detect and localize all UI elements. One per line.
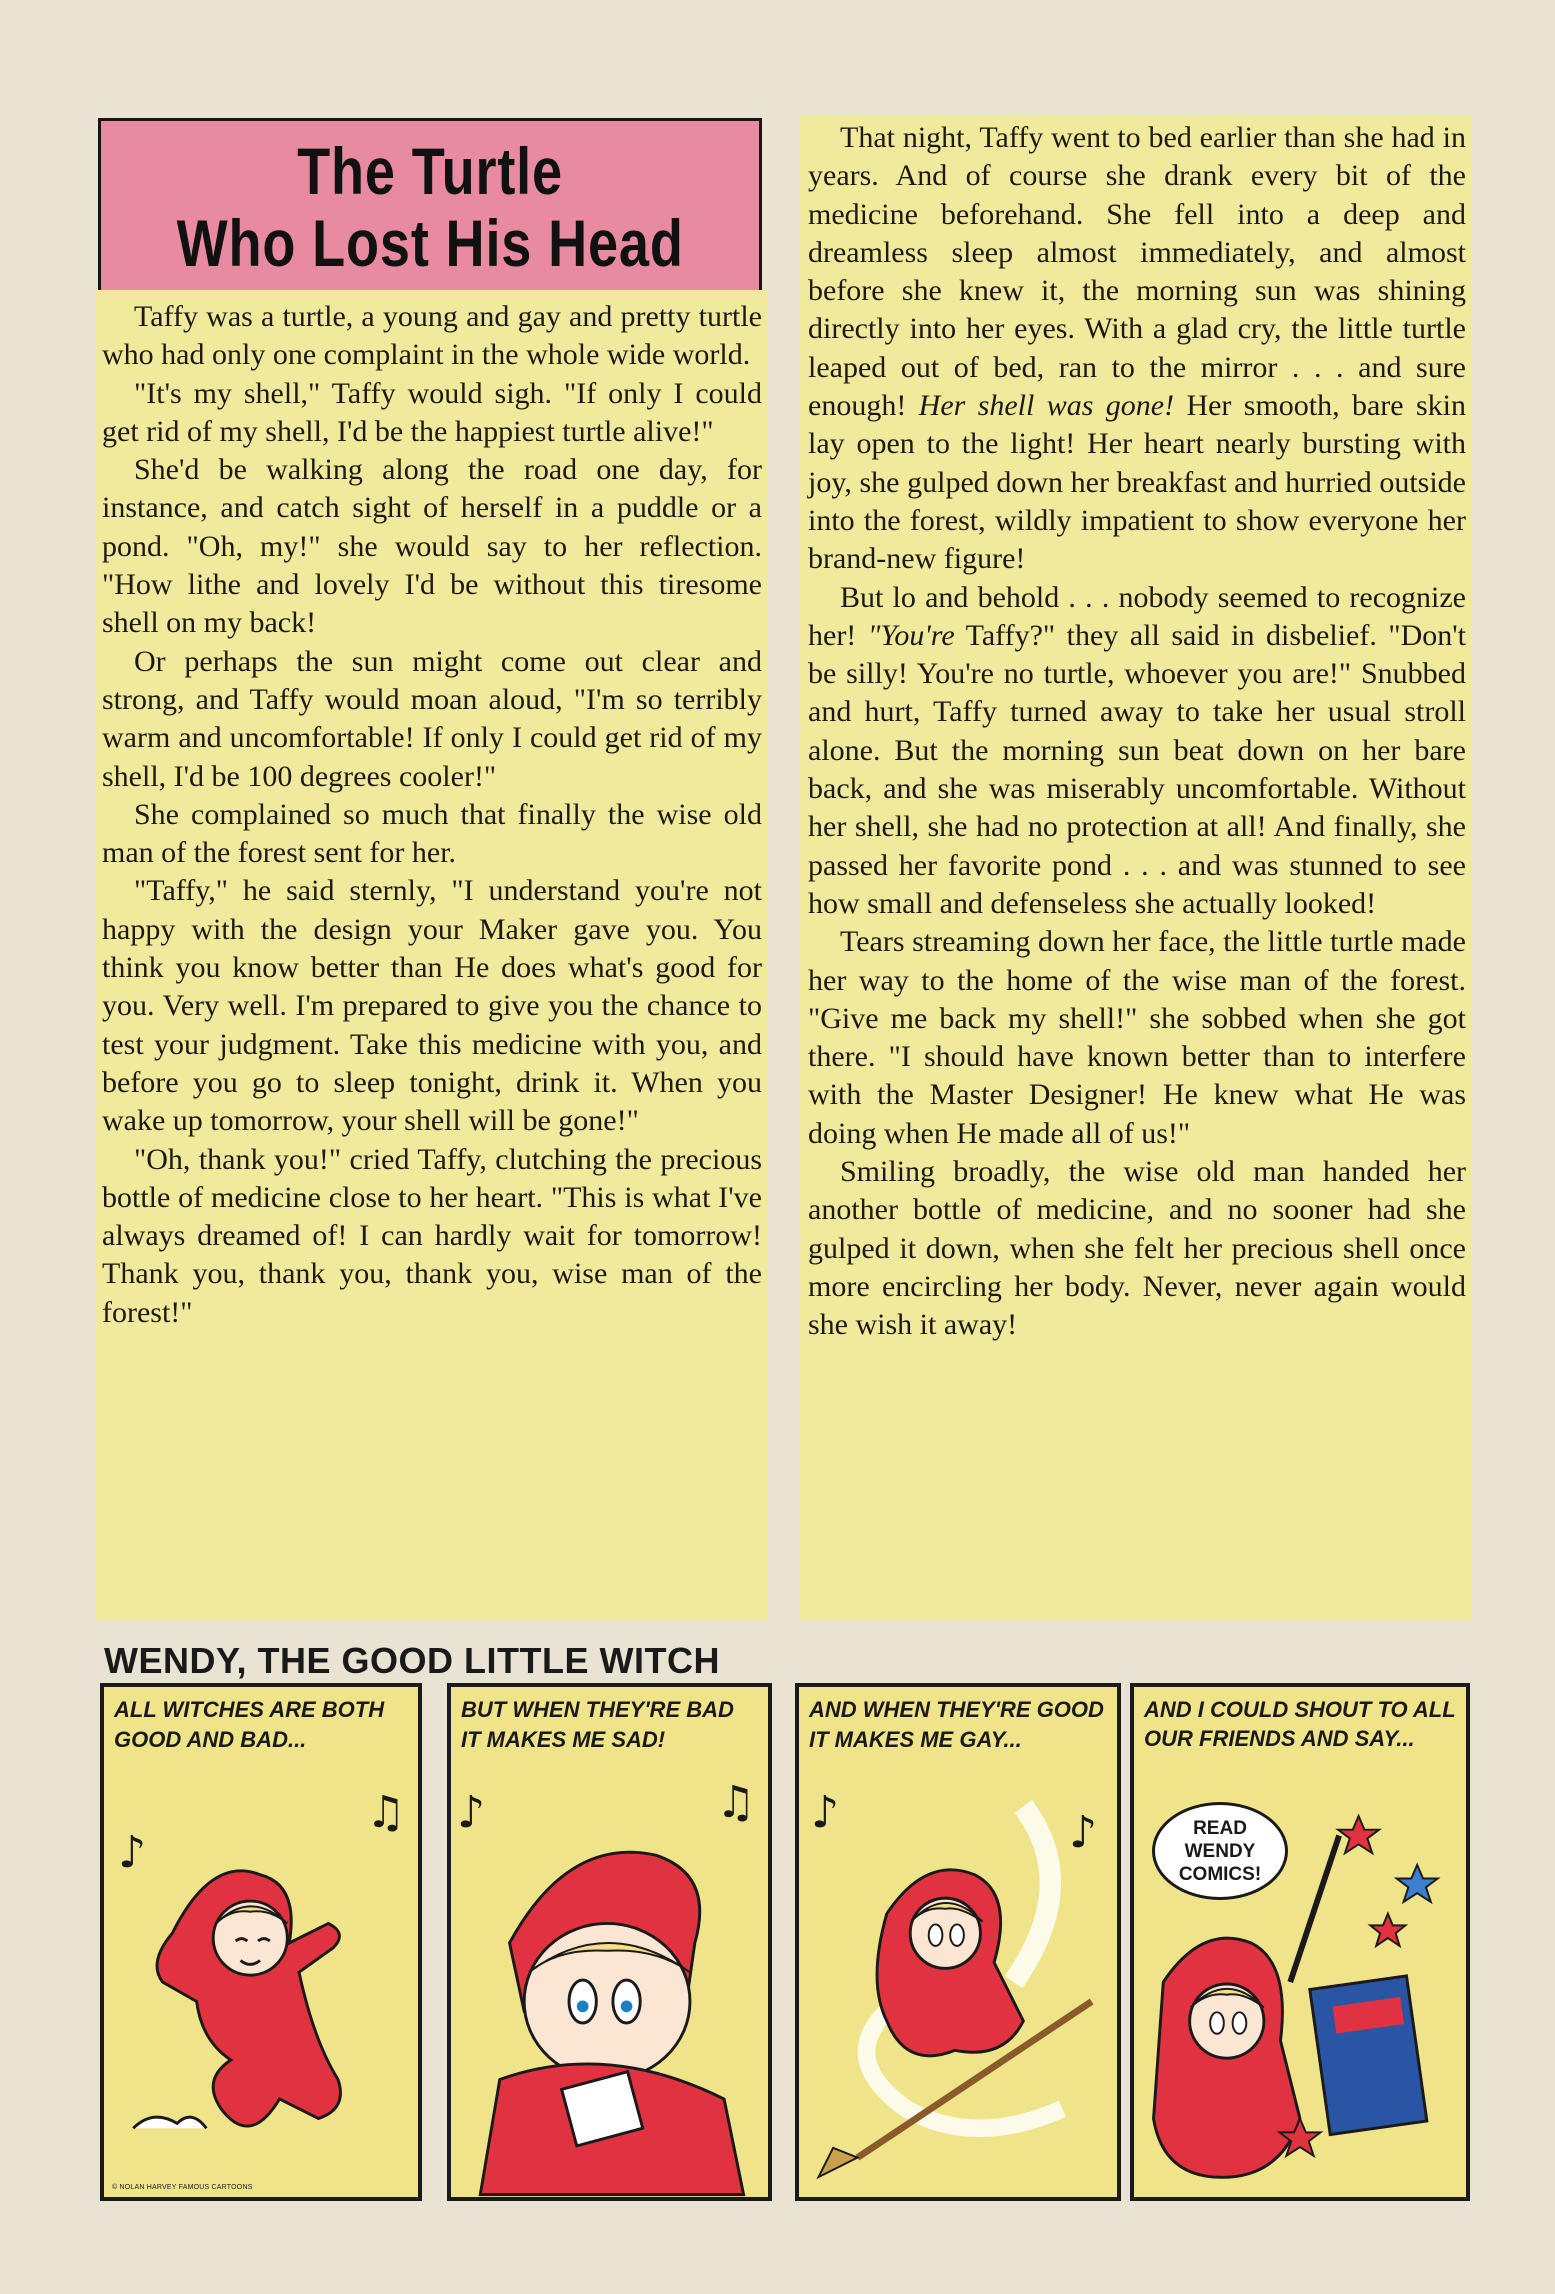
story-paragraph: "Oh, thank you!" cried Taffy, clutching the precious bottle of medicine close to her heart. "This is what I've always dreamed of! I can hardly wait for tomorrow! Thank you, thank you, thank you, wise man of the forest!" [102, 1142, 762, 1329]
story-title-line-2: Who Lost His Head [176, 206, 684, 280]
story-paragraph: She complained so much that finally the wise old man of the forest sent for her. [102, 797, 762, 870]
music-note-icon: ♪ [457, 1787, 486, 1838]
panel-3-caption: AND WHEN THEY'RE GOOD IT MAKES ME GAY... [809, 1697, 1104, 1752]
story-paragraph [808, 579, 1466, 924]
comic-panel-1 [100, 1683, 422, 2201]
music-note-icon: ♪ [1069, 1807, 1098, 1858]
comic-panel-4 [1130, 1683, 1470, 2201]
story-text: Taffy?" they all said in disbelief. "Don't be silly! You're no turtle, whoever you are!" Snubbed and hurt, Taffy turned away to take her usual stroll alone. But the morning sun beat down on her bare back, and she was miserably uncomfortable. Without her shell, she had no protection at all! And finally, she passed her favorite pond . . . and was stunned to see how small and defenseless she actually looked! [808, 618, 1466, 920]
comic-panel-2 [447, 1683, 772, 2201]
story-title-box [98, 118, 762, 296]
wendy-dancing-illustration [104, 1687, 418, 2197]
story-text: Her smooth, bare skin lay open to the light! Her heart nearly bursting with joy, she gulped down her breakfast and hurried outside into the forest, wildly impatient to show everyone her brand-new figure! [808, 389, 1466, 576]
story-text: That night, Taffy went to bed earlier than she had in years. And of course she drank every bit of the medicine beforehand. She fell into a deep and dreamless sleep almost immediately, and almost before she knew it, the morning sun was shining directly into her eyes. With a glad cry, the little turtle leaped out of bed, ran to the mirror . . . and sure enough! [808, 121, 1466, 423]
music-note-icon: ♪ [118, 1827, 147, 1878]
comic-panel-3 [795, 1683, 1121, 2201]
story-title-line-1: The Turtle [297, 134, 563, 208]
story-paragraph: "Taffy," he said sternly, "I understand you're not happy with the design your Maker gave you. You think you know better than He does what's good for you. Very well. I'm prepared to give you the chance to test your judgment. Take this medicine with you, and before you go to sleep tonight, drink it. When you wake up tomorrow, your shell will be gone!" [102, 874, 762, 1138]
ad-bubble-text: READ WENDY COMICS! [1178, 1817, 1262, 1885]
comic-strip-title: WENDY, THE GOOD LITTLE WITCH [104, 1640, 720, 1681]
wendy-crying-illustration [451, 1687, 768, 2197]
panel-4-caption: AND I COULD SHOUT TO ALL OUR FRIENDS AND SAY... [1144, 1697, 1456, 1751]
music-note-icon: ♫ [716, 1777, 756, 1828]
story-paragraph: Tears streaming down her face, the little turtle made her way to the home of the wise man of the forest. "Give me back my shell!" she sobbed when she got there. "I should have known better than to interfere with the Master Designer! He knew what He was doing when He made all of us!" [808, 925, 1466, 1150]
panel-1-caption: ALL WITCHES ARE BOTH GOOD AND BAD... [114, 1697, 385, 1752]
story-column-left [96, 290, 768, 1620]
story-text: But lo and behold . . . nobody seemed to recognize her! [808, 580, 1466, 652]
story-paragraph [808, 119, 1466, 579]
story-paragraph: Smiling broadly, the wise old man handed her another bottle of medicine, and no sooner had she gulped it down, when she felt her precious shell once more encircling her body. Never, never again would she wish it away! [808, 1155, 1466, 1342]
wendy-comic-book-illustration [1134, 1687, 1466, 2197]
story-emphasis: Her shell was gone! [918, 389, 1175, 423]
story-paragraph: Or perhaps the sun might come out clear and strong, and Taffy would moan aloud, "I'm so terribly warm and uncomfortable! If only I could get rid of my shell, I'd be 100 degrees cooler!" [102, 644, 762, 793]
story-paragraph: "It's my shell," Taffy would sigh. "If only I could get rid of my shell, I'd be the happiest turtle alive!" [102, 376, 762, 448]
wendy-broom-illustration [799, 1687, 1117, 2197]
music-note-icon: ♪ [811, 1787, 840, 1838]
music-note-icon: ♫ [366, 1787, 406, 1838]
story-paragraph: Taffy was a turtle, a young and gay and pretty turtle who had only one complaint in the whole wide world. [102, 300, 762, 372]
copyright-notice: © NOLAN HARVEY FAMOUS CARTOONS [112, 2184, 253, 2191]
story-emphasis: "You're [867, 618, 955, 652]
story-column-right [800, 115, 1472, 1620]
panel-2-caption: BUT WHEN THEY'RE BAD IT MAKES ME SAD! [461, 1697, 734, 1752]
story-paragraph: She'd be walking along the road one day, for instance, and catch sight of herself in a puddle or a pond. "Oh, my!" she would say to her reflection. "How lithe and lovely I'd be without this tiresome shell on my back! [102, 453, 762, 640]
read-wendy-comics-bubble [1152, 1802, 1288, 1900]
